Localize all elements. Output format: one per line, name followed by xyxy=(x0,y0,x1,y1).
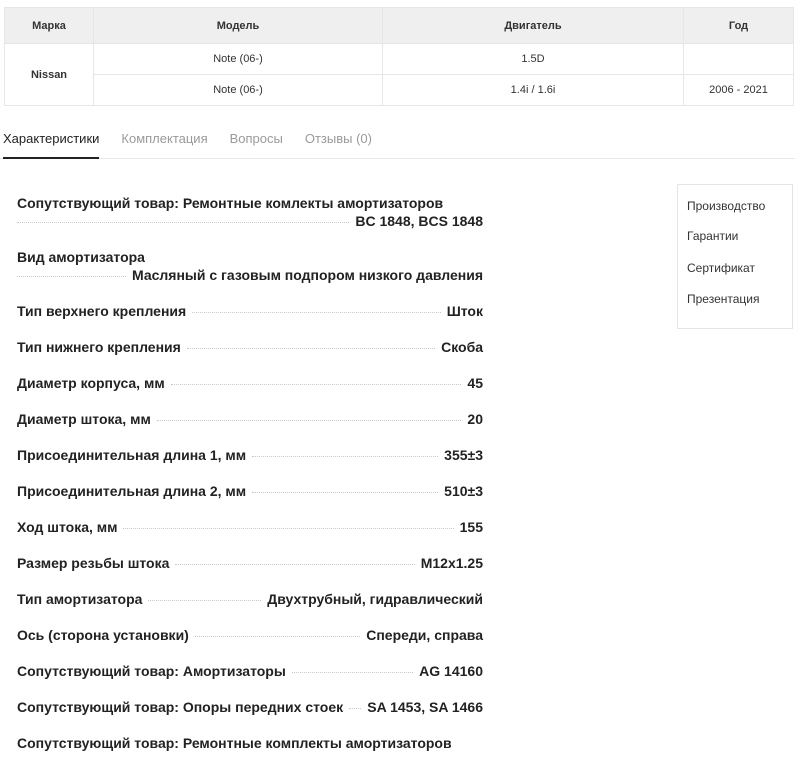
spec-row xyxy=(17,482,483,518)
leader-dots xyxy=(123,528,453,529)
spec-value: 155 xyxy=(459,519,483,535)
link-presentation[interactable]: Презентация xyxy=(687,292,760,306)
year-cell xyxy=(684,44,794,75)
spec-row xyxy=(17,590,483,626)
spec-name: Сопутствующий товар: Ремонтные комлекты амортизаторов xyxy=(17,195,444,211)
spec-row xyxy=(17,662,483,698)
leader-dots xyxy=(349,708,361,709)
header-year: Год xyxy=(684,8,794,44)
leader-dots xyxy=(252,492,438,493)
spec-value: 20 xyxy=(467,411,483,427)
spec-row xyxy=(17,698,483,734)
spec-value: Шток xyxy=(446,303,483,319)
product-tabs xyxy=(0,118,795,159)
leader-dots xyxy=(17,222,349,223)
spec-value: 510±3 xyxy=(444,483,483,499)
leader-dots xyxy=(187,348,435,349)
leader-dots xyxy=(292,672,413,673)
header-make: Марка xyxy=(5,8,94,44)
specifications-list xyxy=(17,186,483,770)
spec-name: Ход штока, мм xyxy=(17,519,118,535)
leader-dots xyxy=(252,456,438,457)
spec-row xyxy=(17,374,483,410)
spec-value: 355±3 xyxy=(444,447,483,463)
model-cell: Note (06-) xyxy=(94,75,383,106)
tab-questions[interactable]: Вопросы xyxy=(229,130,283,146)
leader-dots xyxy=(175,564,414,565)
compat-row xyxy=(5,75,794,106)
leader-dots xyxy=(171,384,462,385)
spec-name: Диаметр штока, мм xyxy=(17,411,151,427)
spec-name: Сопутствующий товар: Опоры передних стоек xyxy=(17,699,344,715)
spec-value: BC 1848, BCS 1848 xyxy=(355,213,483,229)
year-cell: 2006 - 2021 xyxy=(684,75,794,106)
link-warranty[interactable]: Гарантии xyxy=(687,229,739,243)
header-engine: Двигатель xyxy=(383,8,684,44)
spec-row xyxy=(17,338,483,374)
spec-row xyxy=(17,194,483,230)
make-cell: Nissan xyxy=(5,44,94,106)
spec-row xyxy=(17,302,483,338)
spec-value: SA 1453, SA 1466 xyxy=(367,699,483,715)
spec-row xyxy=(17,446,483,482)
spec-name: Диаметр корпуса, мм xyxy=(17,375,165,391)
spec-value: Спереди, справа xyxy=(366,627,483,643)
header-model: Модель xyxy=(94,8,383,44)
leader-dots xyxy=(17,276,126,277)
spec-row xyxy=(17,734,483,770)
spec-value: M12x1.25 xyxy=(420,555,483,571)
spec-row xyxy=(17,626,483,662)
model-cell: Note (06-) xyxy=(94,44,383,75)
spec-value: Скоба xyxy=(441,339,483,355)
link-certificate[interactable]: Сертификат xyxy=(687,260,755,275)
spec-name: Сопутствующий товар: Амортизаторы xyxy=(17,663,286,679)
leader-dots xyxy=(195,636,360,637)
compat-row xyxy=(5,44,794,75)
spec-value: Двухтрубный, гидравлический xyxy=(267,591,483,607)
compatibility-table xyxy=(4,7,794,106)
tab-reviews[interactable]: Отзывы (0) xyxy=(304,130,372,146)
spec-value: 45 xyxy=(467,375,483,391)
tab-equipment[interactable]: Комплектация xyxy=(121,130,208,146)
spec-row xyxy=(17,518,483,554)
spec-value: AG 14160 xyxy=(419,663,483,679)
tab-characteristics[interactable]: Характеристики xyxy=(3,118,99,158)
spec-value: Масляный с газовым подпором низкого давления xyxy=(132,267,483,283)
spec-name: Тип нижнего крепления xyxy=(17,339,181,355)
spec-row xyxy=(17,410,483,446)
spec-name: Вид амортизатора xyxy=(17,249,145,265)
spec-name: Сопутствующий товар: Ремонтные комплекты амортизаторов xyxy=(17,735,452,751)
spec-name: Присоединительная длина 1, мм xyxy=(17,447,247,463)
spec-name: Размер резьбы штока xyxy=(17,555,170,571)
leader-dots xyxy=(192,312,440,313)
leader-dots xyxy=(148,600,261,601)
info-links-box xyxy=(677,184,793,329)
engine-cell: 1.4i / 1.6i xyxy=(383,75,684,106)
spec-row xyxy=(17,554,483,590)
link-production[interactable]: Производство xyxy=(687,199,766,213)
engine-cell: 1.5D xyxy=(383,44,684,75)
spec-name: Ось (сторона установки) xyxy=(17,627,189,643)
spec-row xyxy=(17,248,483,284)
spec-name: Присоединительная длина 2, мм xyxy=(17,483,247,499)
leader-dots xyxy=(157,420,462,421)
spec-name: Тип амортизатора xyxy=(17,591,143,607)
spec-name: Тип верхнего крепления xyxy=(17,303,187,319)
compat-header-row xyxy=(5,8,794,44)
